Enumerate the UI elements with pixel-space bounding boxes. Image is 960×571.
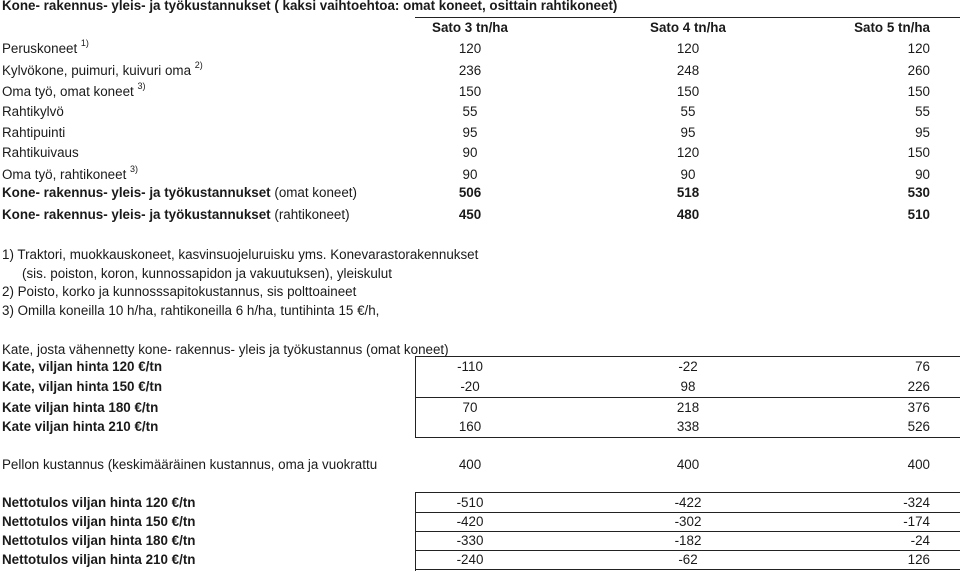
netto-row — [0, 493, 960, 513]
cost-row — [0, 165, 960, 185]
netto-bottom-rule — [415, 569, 960, 570]
value-sato-5: 510 — [907, 207, 930, 222]
value-sato-3: 55 — [462, 104, 478, 119]
value-sato-3: -240 — [456, 552, 484, 567]
row-label: Rahtipuinti — [2, 125, 66, 140]
footnote-2: 2) Poisto, korko ja kunnosssapitokustannus, sis polttoaineet — [2, 284, 357, 299]
value-sato-5: 55 — [915, 104, 930, 119]
row-label: Nettotulos viljan hinta 210 €/tn — [2, 552, 196, 567]
cost-row — [0, 61, 960, 81]
header-row — [0, 18, 960, 38]
value-sato-3: 120 — [458, 41, 482, 56]
kate-row — [0, 377, 960, 397]
value-sato-4: 480 — [676, 207, 700, 222]
footnote-ref: 2) — [194, 59, 203, 70]
value-sato-5: 400 — [907, 457, 930, 472]
value-sato-3: 90 — [462, 145, 478, 160]
row-label-bold: Kone- rakennus- yleis- ja työkustannukset — [2, 207, 271, 222]
row-label: Kate viljan hinta 210 €/tn — [2, 419, 159, 434]
value-sato-5: 260 — [907, 63, 930, 78]
row-label: Oma työ, rahtikoneet — [2, 167, 127, 182]
value-sato-3: 400 — [458, 457, 482, 472]
kate-bottom-rule — [415, 437, 960, 438]
row-label-suffix: (rahtikoneet) — [270, 207, 350, 222]
value-sato-3: 70 — [462, 400, 478, 415]
pelto-row — [0, 455, 960, 475]
cost-row — [0, 123, 960, 143]
total-row-omat — [0, 183, 960, 203]
value-sato-4: 95 — [680, 125, 696, 140]
value-sato-5: 526 — [907, 419, 930, 434]
footnote-1-cont: (sis. poiston, koron, kunnossapidon ja vakuutuksen), yleiskulut — [22, 266, 392, 281]
value-sato-5: 226 — [907, 379, 930, 394]
row-label: Rahtikuivaus — [2, 145, 79, 160]
value-sato-3: -510 — [456, 495, 484, 510]
netto-row — [0, 531, 960, 551]
value-sato-3: 90 — [462, 167, 478, 182]
total-row-rahti — [0, 205, 960, 225]
footnote-ref: 3) — [130, 163, 139, 174]
row-label: Rahtikylvö — [2, 104, 64, 119]
value-sato-4: -302 — [674, 514, 702, 529]
value-sato-4: 90 — [680, 167, 696, 182]
row-label-suffix: (omat koneet) — [270, 185, 357, 200]
row-label: Kate, viljan hinta 150 €/tn — [2, 379, 162, 394]
row-label: Kylvökone, puimuri, kuivuri oma — [2, 63, 192, 78]
value-sato-3: 506 — [458, 185, 482, 200]
table-title — [0, 0, 960, 16]
row-label: Oma työ, omat koneet — [2, 84, 134, 99]
value-sato-3: 450 — [458, 207, 482, 222]
row-label: Kate viljan hinta 180 €/tn — [2, 400, 159, 415]
header-sato-5: Sato 5 tn/ha — [854, 20, 930, 35]
title-text: Kone- rakennus- yleis- ja työkustannukset ( kaksi vaihtoehtoa: omat koneet, osittain rahtikoneet) — [2, 0, 618, 13]
row-label: Nettotulos viljan hinta 150 €/tn — [2, 514, 196, 529]
cost-row — [0, 102, 960, 122]
value-sato-3: 150 — [458, 84, 482, 99]
value-sato-5: 95 — [915, 125, 930, 140]
footnote-ref: 1) — [80, 37, 89, 48]
footnote-1: 1) Traktori, muokkauskoneet, kasvinsuojeluruisku yms. Konevarastorakennukset — [2, 247, 479, 262]
value-sato-5: 150 — [907, 145, 930, 160]
kate-row — [0, 417, 960, 437]
value-sato-3: -110 — [457, 359, 483, 374]
value-sato-3: -20 — [460, 379, 480, 394]
value-sato-4: 518 — [676, 185, 700, 200]
row-label: Nettotulos viljan hinta 120 €/tn — [2, 495, 196, 510]
kate-row — [0, 357, 960, 377]
row-label: Nettotulos viljan hinta 180 €/tn — [2, 533, 196, 548]
kate-row — [0, 398, 960, 418]
cost-row — [0, 143, 960, 163]
value-sato-4: -182 — [674, 533, 702, 548]
header-sato-4: Sato 4 tn/ha — [650, 20, 726, 35]
value-sato-3: -420 — [456, 514, 484, 529]
value-sato-4: 120 — [676, 145, 700, 160]
value-sato-4: 218 — [676, 400, 700, 415]
cost-row — [0, 82, 960, 102]
value-sato-3: 236 — [458, 63, 482, 78]
value-sato-4: 248 — [676, 63, 700, 78]
value-sato-4: 400 — [676, 457, 700, 472]
kate-title: Kate, josta vähennetty kone- rakennus- yleis ja työkustannus (omat koneet) — [2, 342, 449, 357]
value-sato-4: 150 — [676, 84, 700, 99]
value-sato-5: 126 — [907, 552, 930, 567]
footnote-ref: 3) — [137, 80, 146, 91]
value-sato-4: -22 — [678, 359, 698, 374]
netto-row — [0, 512, 960, 532]
value-sato-4: 338 — [676, 419, 700, 434]
value-sato-5: -324 — [903, 495, 930, 510]
value-sato-5: 376 — [907, 400, 930, 415]
netto-row — [0, 550, 960, 570]
row-label: Pellon kustannus (keskimääräinen kustannus, oma ja vuokrattu — [2, 457, 378, 472]
value-sato-4: 120 — [676, 41, 700, 56]
value-sato-5: 76 — [915, 359, 930, 374]
cost-row — [0, 39, 960, 59]
value-sato-5: 530 — [907, 185, 930, 200]
value-sato-5: 150 — [907, 84, 930, 99]
row-label: Peruskoneet — [2, 41, 78, 56]
value-sato-5: -24 — [910, 533, 930, 548]
row-label-bold: Kone- rakennus- yleis- ja työkustannukset — [2, 185, 271, 200]
value-sato-5: 90 — [915, 167, 930, 182]
value-sato-5: -174 — [903, 514, 930, 529]
row-label: Kate, viljan hinta 120 €/tn — [2, 359, 162, 374]
value-sato-4: 98 — [680, 379, 696, 394]
value-sato-3: 95 — [462, 125, 478, 140]
value-sato-5: 120 — [907, 41, 930, 56]
value-sato-4: 55 — [680, 104, 696, 119]
footnote-3: 3) Omilla koneilla 10 h/ha, rahtikoneilla 6 h/ha, tuntihinta 15 €/h, — [2, 303, 380, 318]
header-sato-3: Sato 3 tn/ha — [432, 20, 508, 35]
value-sato-3: -330 — [456, 533, 484, 548]
value-sato-4: -62 — [678, 552, 698, 567]
value-sato-4: -422 — [674, 495, 702, 510]
value-sato-3: 160 — [458, 419, 482, 434]
